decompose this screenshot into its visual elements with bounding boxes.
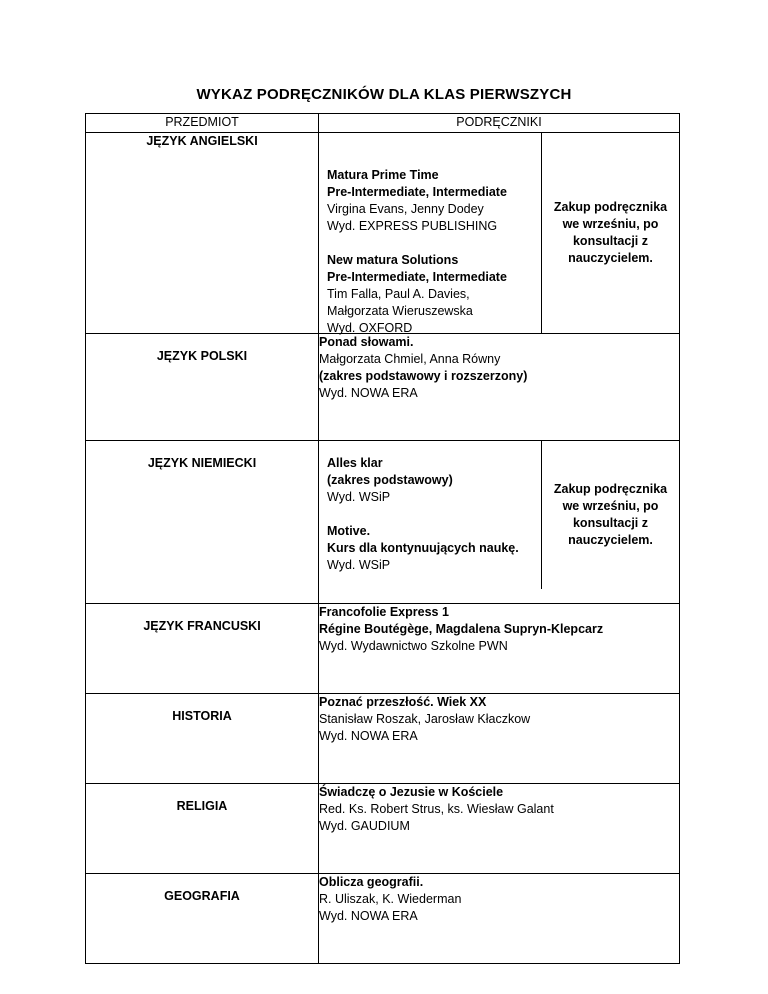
purchase-note: Zakup podręcznika we wrześniu, po konsultacji z nauczycielem.	[541, 441, 679, 589]
book-title: Francofolie Express 1	[319, 605, 449, 619]
book-publisher: Wyd. GAUDIUM	[319, 819, 410, 833]
table-row	[86, 441, 680, 604]
subject-cell: JĘZYK POLSKI	[86, 334, 319, 441]
table-row	[86, 334, 680, 441]
subject-cell: JĘZYK NIEMIECKI	[86, 441, 319, 604]
book-publisher: Wyd. Wydawnictwo Szkolne PWN	[319, 639, 508, 653]
subject-cell: JĘZYK FRANCUSKI	[86, 604, 319, 694]
books-cell	[319, 604, 680, 694]
books-cell	[319, 441, 680, 604]
header-subject: PRZEDMIOT	[86, 114, 319, 133]
book-level: Pre-Intermediate, Intermediate	[327, 270, 507, 284]
book-publisher: Wyd. EXPRESS PUBLISHING	[327, 219, 498, 233]
book-authors: R. Uliszak, K. Wiederman	[319, 892, 462, 906]
book-authors: Red. Ks. Robert Strus, ks. Wiesław Galant	[319, 802, 554, 816]
book-publisher: Wyd. OXFORD	[327, 321, 413, 335]
book-title: New matura Solutions	[327, 253, 459, 267]
subject-cell: JĘZYK ANGIELSKI	[86, 133, 319, 334]
textbook-table	[85, 113, 680, 964]
book-authors: Małgorzata Wieruszewska	[327, 304, 473, 318]
book-authors: Tim Falla, Paul A. Davies,	[327, 287, 470, 301]
books-cell	[319, 694, 680, 784]
book-title: Matura Prime Time	[327, 168, 439, 182]
book-subtitle: Kurs dla kontynuujących naukę.	[327, 541, 519, 555]
book-scope: (zakres podstawowy)	[327, 473, 453, 487]
book-title: Alles klar	[327, 456, 383, 470]
book-title: Ponad słowami.	[319, 335, 414, 349]
book-authors: Małgorzata Chmiel, Anna Równy	[319, 352, 501, 366]
subject-cell: HISTORIA	[86, 694, 319, 784]
book-publisher: Wyd. NOWA ERA	[319, 386, 418, 400]
subject-cell: GEOGRAFIA	[86, 874, 319, 964]
book-title: Poznać przeszłość. Wiek XX	[319, 695, 487, 709]
header-books: PODRĘCZNIKI	[319, 114, 680, 133]
book-publisher: Wyd. NOWA ERA	[319, 729, 418, 743]
table-row	[86, 784, 680, 874]
page-title: WYKAZ PODRĘCZNIKÓW DLA KLAS PIERWSZYCH	[196, 86, 572, 103]
book-publisher: Wyd. WSiP	[327, 558, 391, 572]
table-row	[86, 604, 680, 694]
book-publisher: Wyd. NOWA ERA	[319, 909, 418, 923]
subject-cell: RELIGIA	[86, 784, 319, 874]
book-level: Pre-Intermediate, Intermediate	[327, 185, 507, 199]
book-authors: Régine Boutégège, Magdalena Supryn-Klepcarz	[319, 622, 604, 636]
purchase-note: Zakup podręcznika we wrześniu, po konsultacji z nauczycielem.	[541, 133, 679, 333]
book-authors: Stanisław Roszak, Jarosław Kłaczkow	[319, 712, 531, 726]
book-publisher: Wyd. WSiP	[327, 490, 391, 504]
books-cell	[319, 784, 680, 874]
table-row	[86, 133, 680, 334]
books-cell	[319, 133, 680, 334]
book-authors: Virgina Evans, Jenny Dodey	[327, 202, 484, 216]
table-row	[86, 874, 680, 964]
books-cell	[319, 334, 680, 441]
book-scope: (zakres podstawowy i rozszerzony)	[319, 369, 528, 383]
books-cell	[319, 874, 680, 964]
table-row	[86, 694, 680, 784]
book-title: Świadczę o Jezusie w Kościele	[319, 785, 504, 799]
book-title: Oblicza geografii.	[319, 875, 424, 889]
table-header-row	[86, 114, 680, 133]
book-title: Motive.	[327, 524, 371, 538]
